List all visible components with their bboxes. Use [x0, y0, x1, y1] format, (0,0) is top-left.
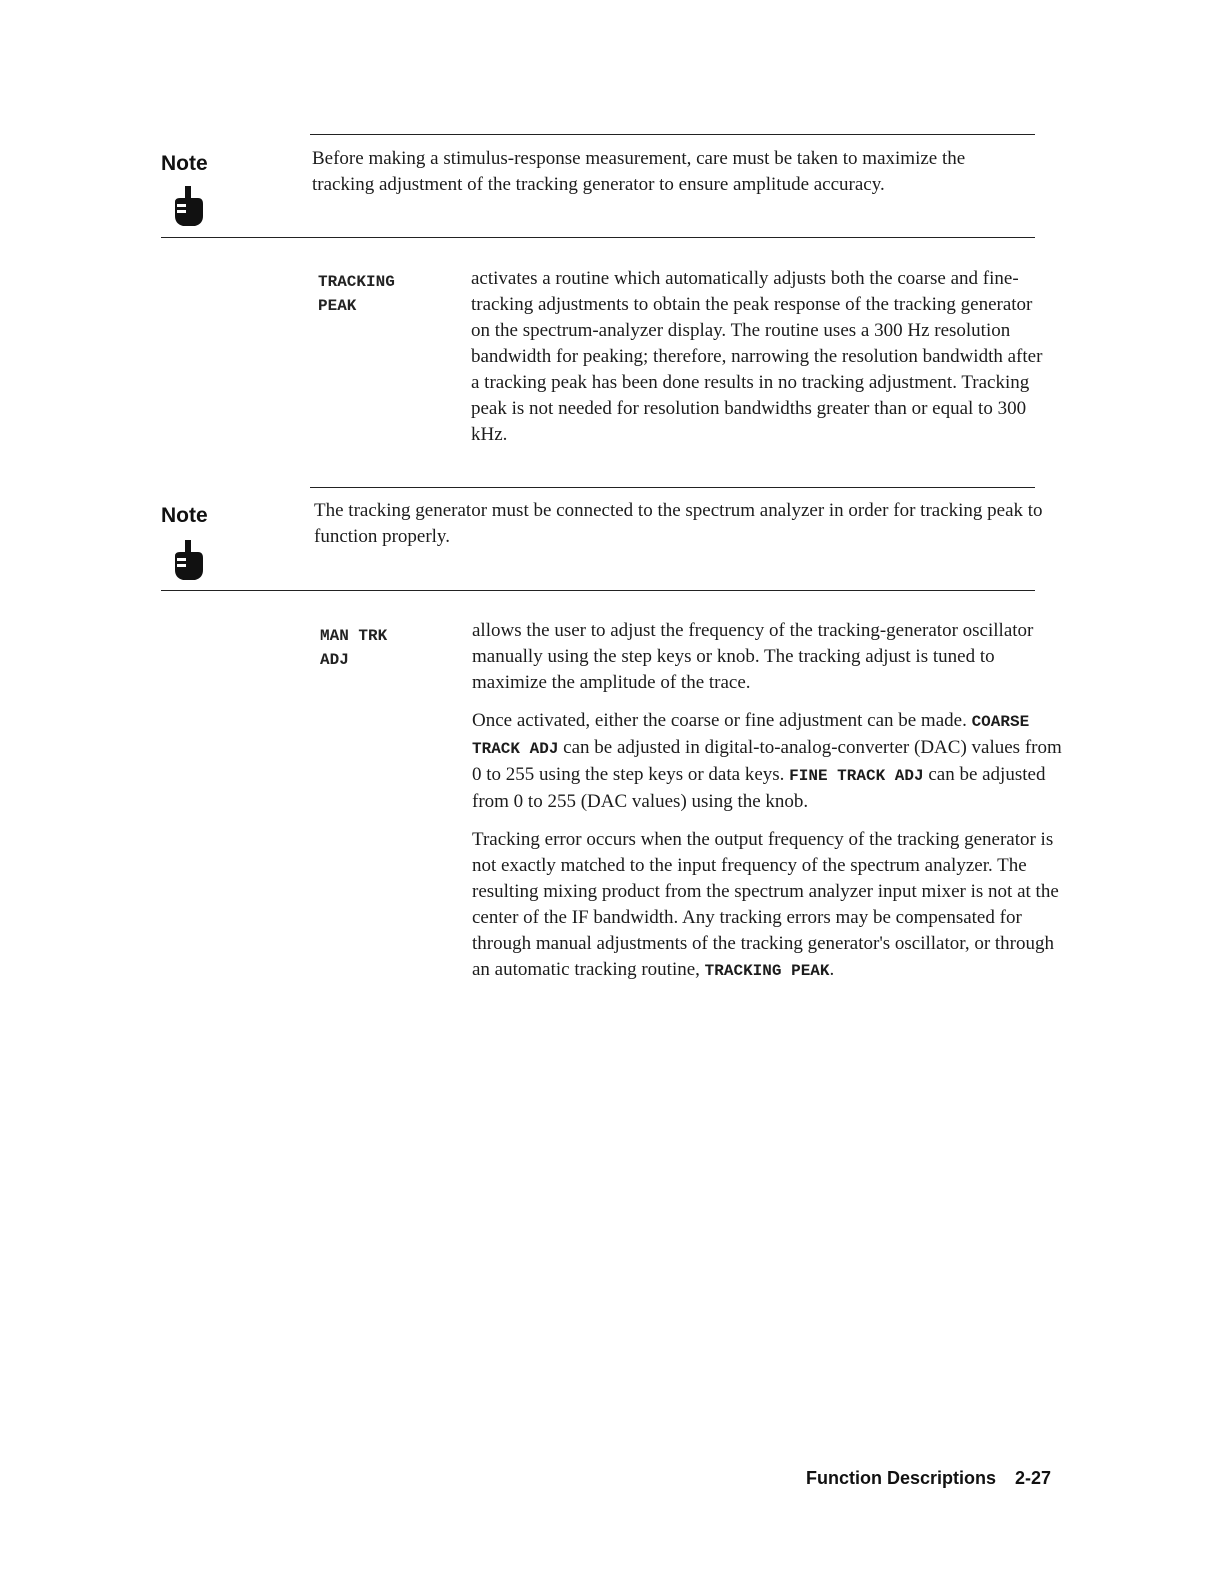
man-trk-adj-softkey	[320, 624, 387, 672]
tracking-peak-key-line1: TRACKING	[318, 273, 395, 291]
note2-top-rule	[310, 487, 1035, 488]
note1-label: Note	[161, 152, 208, 175]
note2-text: The tracking generator must be connected to the spectrum analyzer in order for tracking peak to function properly.	[314, 500, 1043, 547]
tracking-peak-softkey	[318, 270, 395, 318]
footer-section-title: Function Descriptions	[806, 1468, 997, 1488]
fine-track-adj-key: FINE TRACK ADJ	[789, 767, 924, 785]
tracking-peak-key-ref: TRACKING PEAK	[704, 962, 830, 980]
man-trk-adj-key-line2: ADJ	[320, 651, 349, 669]
note2-label: Note	[161, 504, 208, 527]
tracking-peak-description: activates a routine which automatically adjusts both the coarse and fine-tracking adjustments to obtain the peak response of the tracking generator on the spectrum-analyzer display. The routine uses a 300 Hz resolution bandwidth for peaking; therefore, narrowing the resolution bandwidth after a tracking peak has been done results in no tracking adjustment. Tracking peak is not needed for resolution bandwidths greater than or equal to 300 kHz.	[471, 268, 1043, 445]
note1-text: Before making a stimulus-response measurement, care must be taken to maximize the tracking adjustment of the tracking generator to ensure amplitude accuracy.	[312, 148, 966, 195]
pointing-hand-icon	[171, 540, 205, 584]
footer-page-number: 2-27	[1015, 1468, 1052, 1488]
para3-end: .	[829, 959, 835, 980]
para2-text-a: Once activated, either the coarse or fine adjustment can be made.	[472, 710, 967, 731]
para3-text-a: Tracking error occurs when the output frequency of the tracking generator is not exactly matched to the input frequency of the spectrum analyzer. The resulting mixing product from the spectrum analyzer input mixer is not at the center of the IF bandwidth. Any tracking errors may be compensated for through manual adjustments of the tracking generator's oscillator, or through an automatic tracking routine,	[472, 829, 1059, 980]
para2-text-b: can be adjusted in digital-to-analog-converter (DAC) values from 0 to 255 using the step keys or data keys.	[472, 737, 1062, 785]
man-trk-adj-key-line1: MAN TRK	[320, 627, 388, 645]
man-trk-adj-description	[472, 618, 1062, 996]
page-footer	[806, 1468, 1051, 1489]
man-trk-adj-para1: allows the user to adjust the frequency of the tracking-generator oscillator manually using the step keys or knob. The tracking adjust is tuned to maximize the amplitude of the trace.	[472, 620, 1034, 693]
para2-text-c: can be adjusted from 0 to 255 (DAC values) using the knob.	[472, 764, 1046, 812]
pointing-hand-icon	[171, 186, 205, 230]
tracking-peak-key-line2: PEAK	[318, 297, 357, 315]
coarse-track-adj-key: COARSE TRACK ADJ	[472, 713, 1030, 758]
note1-bottom-rule	[161, 237, 1035, 238]
note1-top-rule	[310, 134, 1035, 135]
note2-bottom-rule	[161, 590, 1035, 591]
man-trk-adj-para3	[472, 827, 1062, 984]
man-trk-adj-para2	[472, 708, 1062, 815]
